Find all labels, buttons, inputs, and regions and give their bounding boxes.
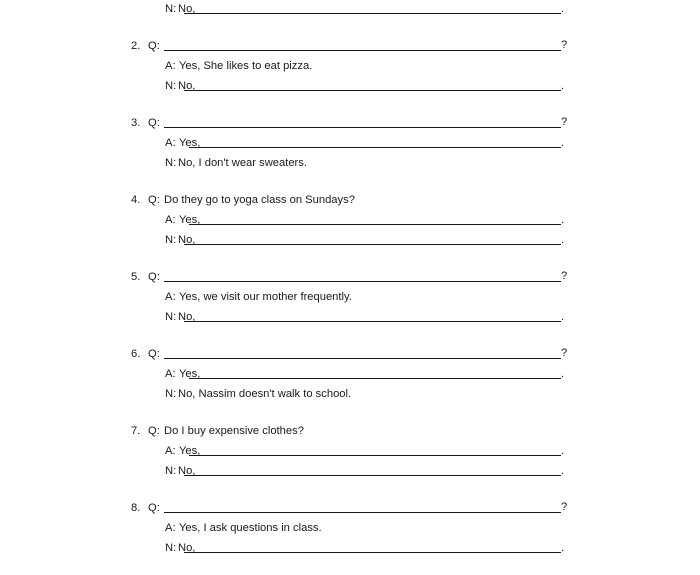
blank-rule — [189, 378, 561, 379]
question-line — [131, 113, 571, 133]
affirmative-label: A: — [165, 368, 176, 380]
negative-text: No, — [178, 465, 196, 477]
exercise-item — [131, 498, 571, 558]
question-line — [131, 344, 571, 364]
blank-rule — [184, 13, 561, 14]
affirmative-text: Yes, She likes to eat pizza. — [179, 60, 313, 72]
question-label: Q: — [148, 117, 160, 129]
question-text: Do they go to yoga class on Sundays? — [164, 194, 355, 206]
blank-rule — [164, 50, 561, 51]
question-blank[interactable] — [164, 498, 571, 518]
item-number: 7. — [131, 425, 141, 437]
question-blank[interactable] — [164, 113, 571, 133]
period: . — [561, 214, 565, 226]
question-blank[interactable] — [164, 36, 571, 56]
blank-rule — [184, 552, 561, 553]
question-blank[interactable] — [164, 344, 571, 364]
negative-line — [131, 76, 571, 96]
affirmative-text: Yes, — [179, 214, 201, 226]
question-label: Q: — [148, 194, 160, 206]
blank-rule — [189, 147, 561, 148]
negative-label: N: — [165, 542, 177, 554]
negative-line — [131, 307, 571, 327]
period: . — [561, 3, 565, 15]
question-line — [131, 267, 571, 287]
negative-line — [131, 384, 571, 404]
affirmative-label: A: — [165, 60, 176, 72]
blank-rule — [164, 512, 561, 513]
question-label: Q: — [148, 40, 160, 52]
exercise-item — [131, 36, 571, 96]
blank-rule — [164, 358, 561, 359]
negative-text: No, Nassim doesn't walk to school. — [178, 388, 352, 400]
negative-label: N: — [165, 157, 177, 169]
negative-blank[interactable] — [184, 307, 571, 327]
blank-rule — [189, 224, 561, 225]
question-line — [131, 190, 571, 210]
negative-line — [131, 153, 571, 173]
negative-label: N: — [165, 311, 177, 323]
negative-text: No, — [178, 542, 196, 554]
blank-rule — [164, 127, 561, 128]
period: . — [561, 542, 565, 554]
negative-text: No, — [178, 80, 196, 92]
negative-line — [131, 538, 571, 558]
affirmative-text: Yes, — [179, 445, 201, 457]
exercise-item — [131, 344, 571, 404]
item-number: 4. — [131, 194, 141, 206]
exercise-item — [131, 0, 571, 19]
affirmative-line — [131, 287, 571, 307]
affirmative-text: Yes, we visit our mother frequently. — [179, 291, 352, 303]
affirmative-blank[interactable] — [189, 364, 571, 384]
exercise-item — [131, 190, 571, 250]
period: . — [561, 234, 565, 246]
negative-line — [131, 461, 571, 481]
period: . — [561, 445, 565, 457]
negative-label: N: — [165, 3, 177, 15]
affirmative-text: Yes, I ask questions in class. — [179, 522, 322, 534]
affirmative-line — [131, 133, 571, 153]
negative-blank[interactable] — [184, 230, 571, 250]
question-line — [131, 36, 571, 56]
period: . — [561, 465, 565, 477]
exercise-item — [131, 267, 571, 327]
negative-text: No, — [178, 311, 196, 323]
negative-line — [131, 230, 571, 250]
item-number: 5. — [131, 271, 141, 283]
affirmative-label: A: — [165, 522, 176, 534]
question-text: Do I buy expensive clothes? — [164, 425, 304, 437]
item-number: 3. — [131, 117, 141, 129]
affirmative-line — [131, 441, 571, 461]
affirmative-text: Yes, — [179, 368, 201, 380]
question-label: Q: — [148, 502, 160, 514]
item-number: 2. — [131, 40, 141, 52]
negative-text: No, I don't wear sweaters. — [178, 157, 307, 169]
question-mark: ? — [561, 501, 568, 513]
affirmative-label: A: — [165, 291, 176, 303]
question-label: Q: — [148, 425, 160, 437]
question-blank[interactable] — [164, 267, 571, 287]
negative-label: N: — [165, 80, 177, 92]
affirmative-line — [131, 210, 571, 230]
affirmative-blank[interactable] — [189, 210, 571, 230]
question-label: Q: — [148, 271, 160, 283]
affirmative-label: A: — [165, 214, 176, 226]
negative-label: N: — [165, 465, 177, 477]
question-line — [131, 498, 571, 518]
question-line — [131, 421, 571, 441]
exercise-item — [131, 421, 571, 481]
period: . — [561, 80, 565, 92]
negative-label: N: — [165, 234, 177, 246]
negative-blank[interactable] — [184, 538, 571, 558]
exercise-item — [131, 113, 571, 173]
affirmative-blank[interactable] — [189, 441, 571, 461]
exercise-list — [131, 0, 571, 575]
period: . — [561, 311, 565, 323]
negative-text: No, — [178, 3, 196, 15]
blank-rule — [184, 90, 561, 91]
negative-blank[interactable] — [184, 76, 571, 96]
affirmative-text: Yes, — [179, 137, 201, 149]
affirmative-line — [131, 364, 571, 384]
question-mark: ? — [561, 347, 568, 359]
negative-text: No, — [178, 234, 196, 246]
period: . — [561, 137, 565, 149]
period: . — [561, 368, 565, 380]
question-mark: ? — [561, 39, 568, 51]
blank-rule — [184, 475, 561, 476]
blank-rule — [184, 321, 561, 322]
question-label: Q: — [148, 348, 160, 360]
negative-label: N: — [165, 388, 177, 400]
negative-line — [131, 0, 571, 19]
item-number: 8. — [131, 502, 141, 514]
negative-blank[interactable] — [184, 0, 571, 19]
question-mark: ? — [561, 116, 568, 128]
negative-blank[interactable] — [184, 461, 571, 481]
blank-rule — [164, 281, 561, 282]
affirmative-label: A: — [165, 445, 176, 457]
question-mark: ? — [561, 270, 568, 282]
affirmative-line — [131, 56, 571, 76]
affirmative-label: A: — [165, 137, 176, 149]
affirmative-line — [131, 518, 571, 538]
affirmative-blank[interactable] — [189, 133, 571, 153]
item-number: 6. — [131, 348, 141, 360]
blank-rule — [189, 455, 561, 456]
blank-rule — [184, 244, 561, 245]
